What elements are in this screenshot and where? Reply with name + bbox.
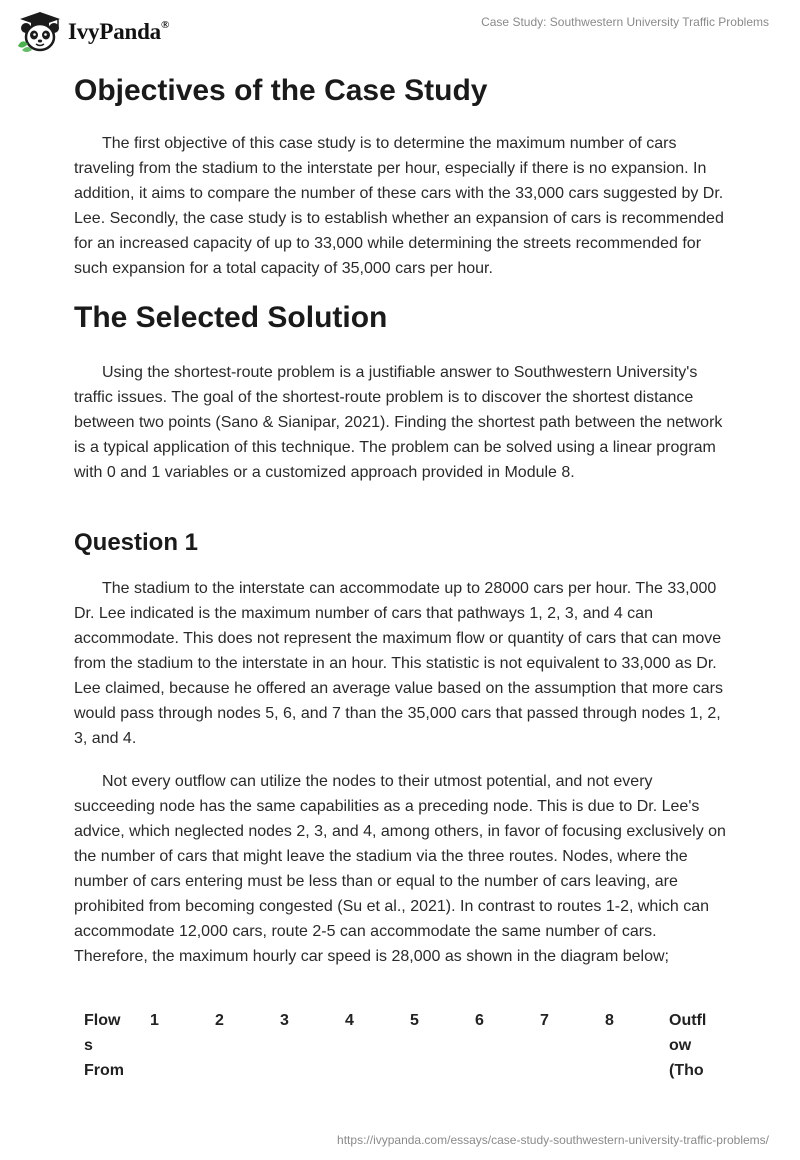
table-header-node-6: 6 bbox=[475, 1012, 484, 1029]
table-header-node-8: 8 bbox=[605, 1012, 614, 1029]
source-url[interactable]: https://ivypanda.com/essays/case-study-southwestern-university-traffic-problems/ bbox=[337, 1133, 769, 1147]
paragraph-question-1-b: Not every outflow can utilize the nodes to their utmost potential, and not every succeeding node has the same capabilities as a preceding node. This is due to Dr. Lee's advice, which neglected nodes 2, 3, and 4, among others, in favor of focusing exclusively on the number of cars that might leave the stadium via the three routes. Nodes, where the number of cars entering must be less than or equal to the number of cars leaving, are prohibited from becoming congested (Su et al., 2021). In contrast to routes 1-2, which can accommodate 12,000 cars, route 2-5 can accommodate the same number of cars. Therefore, the maximum hourly car speed is 28,000 as shown in the diagram below; bbox=[74, 773, 726, 965]
ivypanda-logo[interactable] bbox=[14, 10, 169, 54]
table-header-node-3: 3 bbox=[280, 1012, 289, 1029]
table-header-node-4: 4 bbox=[345, 1012, 354, 1029]
panda-logo-icon bbox=[14, 10, 66, 54]
table-header-flows-from: Flow s From bbox=[84, 1012, 124, 1079]
table-header-node-1: 1 bbox=[150, 1012, 159, 1029]
heading-question-1: Question 1 bbox=[74, 529, 199, 556]
table-header-node-2: 2 bbox=[215, 1012, 224, 1029]
paragraph-question-1-a: The stadium to the interstate can accommodate up to 28000 cars per hour. The 33,000 Dr. Lee indicated is the maximum number of cars that pathways 1, 2, 3, and 4 can accommodate. This does not represent the maximum flow or quantity of cars that can move from the stadium to the interstate in an hour. This statistic is not equivalent to 33,000 as Dr. Lee claimed, because he offered an average value based on the assumption that more cars would pass through nodes 5, 6, and 7 than the 35,000 cars that passed through nodes 1, 2, 3, and 4. bbox=[74, 580, 724, 747]
paragraph-objectives: The first objective of this case study is to determine the maximum number of cars traveling from the stadium to the interstate per hour, especially if there is no expansion. In addition, it aims to compare the number of these cars with the 33,000 cars suggested by Dr. Lee. Secondly, the case study is to establish whether an expansion of cars is recommended for an increased capacity of up to 33,000 while determining the streets recommended for such expansion for a total capacity of 35,000 cars per hour. bbox=[74, 135, 724, 277]
document-title: Case Study: Southwestern University Traffic Problems bbox=[481, 15, 769, 29]
table-header-node-5: 5 bbox=[410, 1012, 419, 1029]
heading-objectives: Objectives of the Case Study bbox=[74, 74, 488, 107]
heading-selected-solution: The Selected Solution bbox=[74, 301, 388, 334]
table-header-outflow: Outfl ow (Tho bbox=[669, 1012, 707, 1079]
brand-name: IvyPanda® bbox=[68, 19, 170, 44]
paragraph-selected-solution: Using the shortest-route problem is a justifiable answer to Southwestern University's traffic issues. The goal of the shortest-route problem is to discover the shortest distance between two points (Sano & Sianipar, 2021). Finding the shortest path between the network is a typical application of this technique. The problem can be solved using a linear program with 0 and 1 variables or a customized approach provided in Module 8. bbox=[74, 364, 723, 481]
table-header-node-7: 7 bbox=[540, 1012, 549, 1029]
page-header bbox=[0, 0, 800, 60]
